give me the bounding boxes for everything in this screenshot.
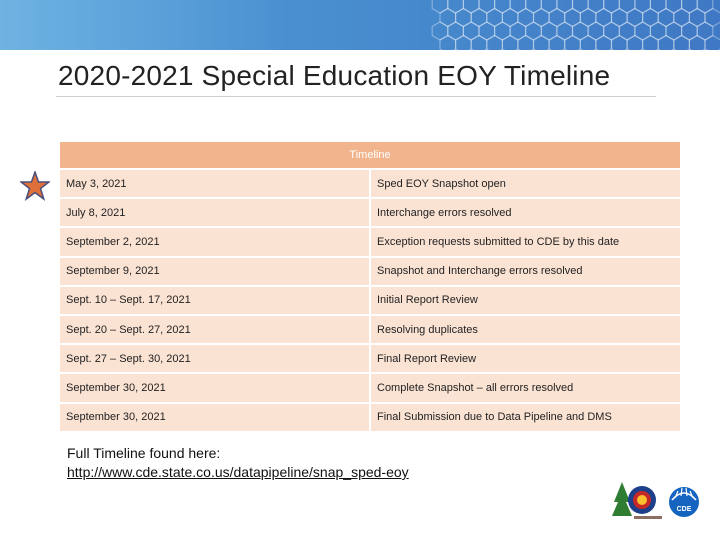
table-header-row: [60, 142, 680, 169]
hexagon-shape: [448, 0, 464, 13]
row-event: Final Report Review: [370, 344, 680, 373]
table-header: Timeline: [60, 142, 680, 169]
logos: [612, 478, 707, 526]
hexagon-shape: [557, 0, 573, 13]
row-date: September 30, 2021: [60, 403, 370, 432]
hexagon-shape: [643, 36, 659, 51]
star-icon: [20, 171, 50, 201]
table-row: [60, 344, 680, 373]
row-date: September 2, 2021: [60, 227, 370, 256]
timeline-link[interactable]: http://www.cde.state.co.us/datapipeline/snap_sped-eoy: [67, 464, 409, 480]
table-row: [60, 198, 680, 227]
footer-label: Full Timeline found here:: [67, 445, 221, 461]
row-event: Resolving duplicates: [370, 315, 680, 344]
row-date: September 9, 2021: [60, 257, 370, 286]
hexagon-shape: [682, 0, 698, 13]
hexagon-shape: [541, 0, 557, 13]
hexagon-shape: [471, 36, 487, 51]
row-date: Sept. 10 – Sept. 17, 2021: [60, 286, 370, 315]
table-row: [60, 373, 680, 402]
hexagon-shape: [650, 0, 666, 13]
footer-note: [67, 444, 527, 482]
row-event: Final Submission due to Data Pipeline and DMS: [370, 403, 680, 432]
hexagon-shape: [580, 36, 596, 51]
slide-title: 2020-2021 Special Education EOY Timeline: [58, 60, 611, 91]
hexagon-shape: [666, 0, 682, 13]
hexagon-shape: [463, 0, 479, 13]
hexagon-shape: [689, 36, 705, 51]
table-row: [60, 403, 680, 432]
row-event: Interchange errors resolved: [370, 198, 680, 227]
row-date: September 30, 2021: [60, 373, 370, 402]
hexagon-shape: [440, 36, 456, 51]
hexagon-shape: [705, 36, 720, 51]
hexagon-shape: [432, 0, 448, 13]
hexagon-shape: [604, 0, 620, 13]
cde-logo-icon: [669, 487, 699, 517]
hexagon-shape: [510, 0, 526, 13]
hexagon-shape: [635, 0, 651, 13]
hexagon-shape: [596, 36, 612, 51]
hexagon-shape: [658, 36, 674, 51]
row-event: Initial Report Review: [370, 286, 680, 315]
header-banner: [0, 0, 720, 50]
hexagon-shape: [502, 36, 518, 51]
timeline-table: [60, 142, 680, 433]
row-event: Exception requests submitted to CDE by this date: [370, 227, 680, 256]
cde-logo-text: CDE: [676, 506, 692, 513]
hexagon-shape: [627, 36, 643, 51]
table-row: [60, 286, 680, 315]
hexagon-shape: [456, 36, 472, 51]
hexagon-shape: [534, 36, 550, 51]
hexagon-shape: [588, 0, 604, 13]
row-date: May 3, 2021: [60, 169, 370, 198]
row-date: July 8, 2021: [60, 198, 370, 227]
hexagon-shape: [479, 0, 495, 13]
hexagon-shape: [549, 36, 565, 51]
row-event: Snapshot and Interchange errors resolved: [370, 257, 680, 286]
table-row: [60, 169, 680, 198]
row-date: Sept. 20 – Sept. 27, 2021: [60, 315, 370, 344]
colorado-logo-icon: [612, 482, 662, 519]
hexagon-pattern: [0, 0, 720, 50]
table-row: [60, 257, 680, 286]
hexagon-shape: [674, 36, 690, 51]
row-event: Complete Snapshot – all errors resolved: [370, 373, 680, 402]
hexagon-shape: [697, 0, 713, 13]
hexagon-shape: [518, 36, 534, 51]
hexagon-shape: [612, 36, 628, 51]
hexagon-shape: [526, 0, 542, 13]
hexagon-shape: [565, 36, 581, 51]
hexagon-shape: [573, 0, 589, 13]
hexagon-shape: [487, 36, 503, 51]
table-row: [60, 227, 680, 256]
hexagon-shape: [619, 0, 635, 13]
row-event: Sped EOY Snapshot open: [370, 169, 680, 198]
title-divider: [56, 96, 656, 97]
row-date: Sept. 27 – Sept. 30, 2021: [60, 344, 370, 373]
hexagon-shape: [495, 0, 511, 13]
table-row: [60, 315, 680, 344]
